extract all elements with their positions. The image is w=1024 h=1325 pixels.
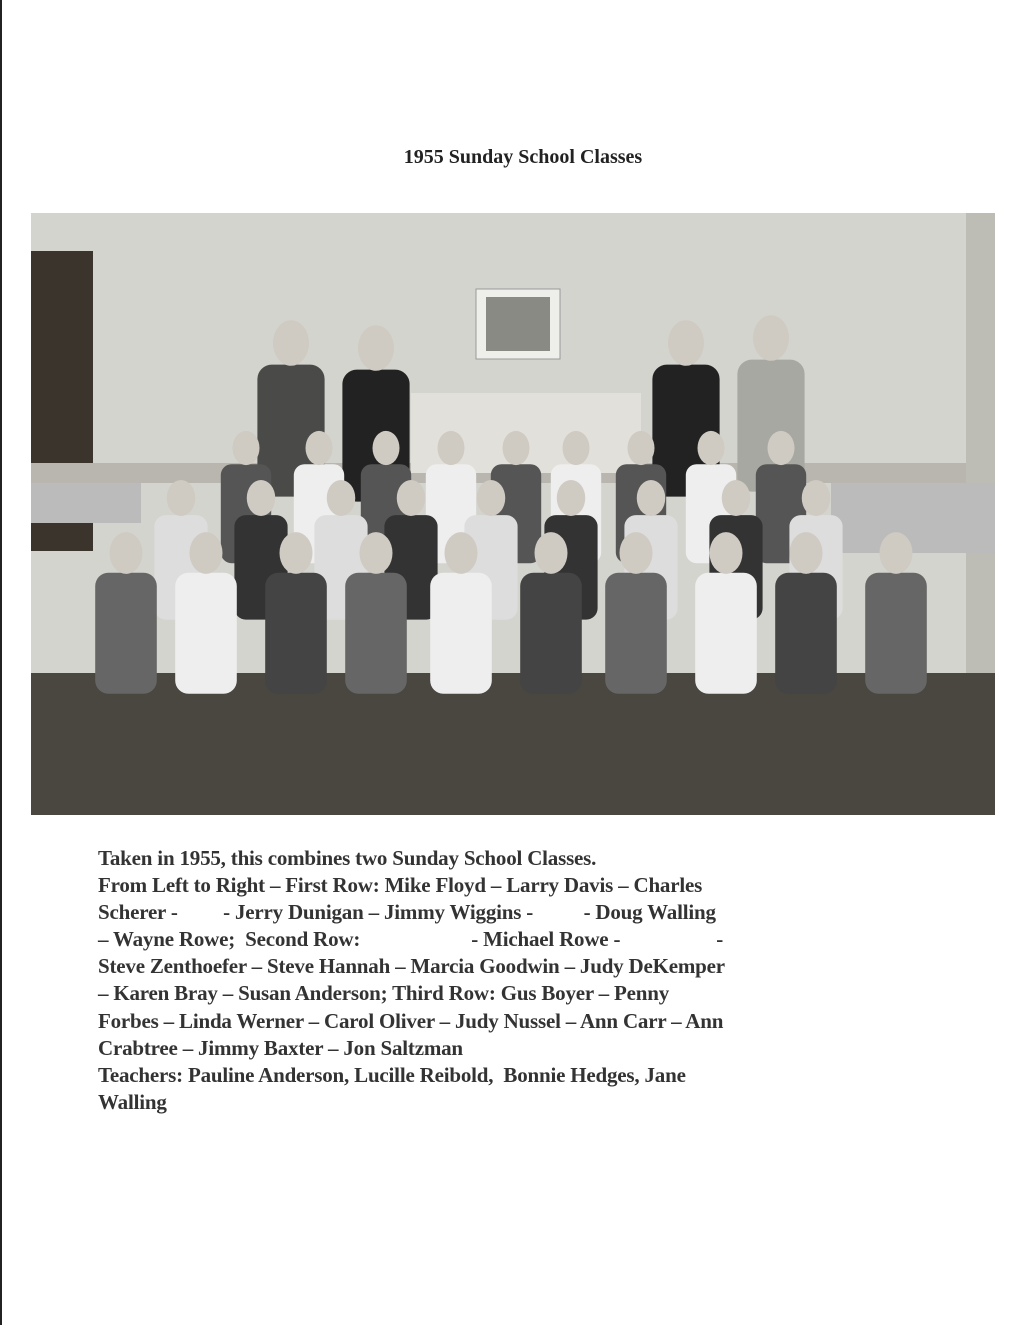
caption-line: Steve Zenthoefer – Steve Hannah – Marcia Goodwin – Judy DeKemper [98, 954, 725, 979]
page-title: 1955 Sunday School Classes [403, 146, 643, 168]
caption-line: Walling [98, 1089, 167, 1114]
picture [486, 297, 550, 351]
caption-line: Forbes – Linda Werner – Carol Oliver – Judy Nussel – Ann Carr – Ann [98, 1008, 724, 1033]
caption-line: – Wayne Rowe; Second Row: - Michael Rowe - - [98, 927, 724, 952]
class-photo [31, 213, 995, 815]
caption-line: – Karen Bray – Susan Anderson; Third Row: Gus Boyer – Penny [98, 981, 670, 1006]
caption-line: From Left to Right – First Row: Mike Floyd – Larry Davis – Charles [98, 873, 703, 898]
caption [98, 845, 725, 1116]
caption-line: Teachers: Pauline Anderson, Lucille Reibold, Bonnie Hedges, Jane [98, 1062, 686, 1087]
right-wall [966, 213, 995, 683]
caption-line: Scherer - - Jerry Dunigan – Jimmy Wiggins - - Doug Walling [98, 900, 716, 925]
caption-line: Taken in 1955, this combines two Sunday School Classes. [98, 846, 597, 870]
floor [31, 673, 995, 815]
page-edge [0, 0, 2, 1325]
table-left [31, 483, 141, 523]
caption-line: Crabtree – Jimmy Baxter – Jon Saltzman [98, 1035, 463, 1060]
table-right [831, 483, 995, 553]
